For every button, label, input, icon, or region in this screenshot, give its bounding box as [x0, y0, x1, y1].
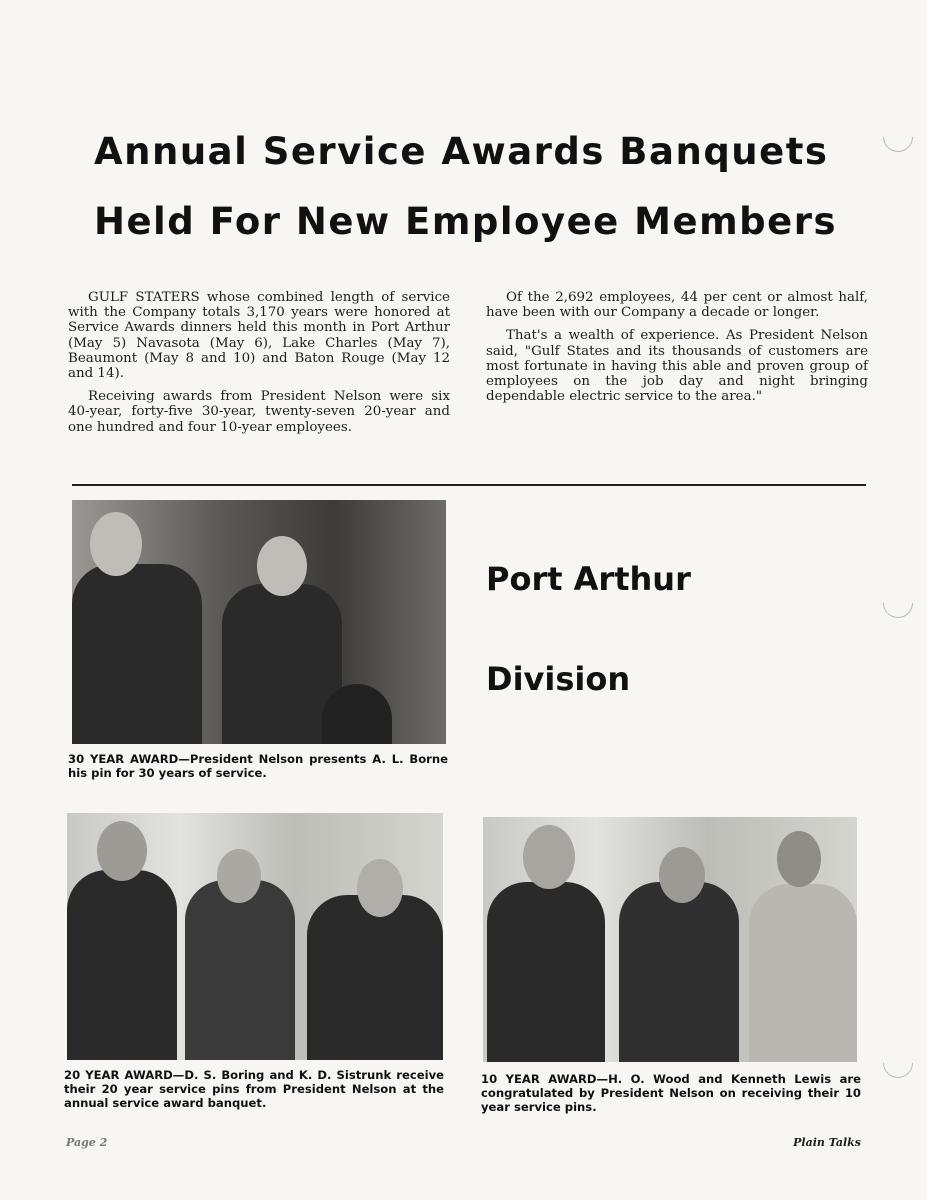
binder-hole: [877, 116, 919, 158]
binder-hole: [877, 582, 919, 624]
publication-name: Plain Talks: [793, 1136, 861, 1149]
caption-10-year-award: 10 YEAR AWARD—H. O. Wood and Kenneth Lewis are congratulated by President Nelson on receiving their 10 year service pins.: [481, 1072, 861, 1114]
page-number: Page 2: [66, 1136, 108, 1149]
intro-left-column: [68, 290, 450, 443]
caption-30-year-award: 30 YEAR AWARD—President Nelson presents A. L. Borne his pin for 30 years of service.: [68, 752, 448, 780]
photo-10-year-award: [483, 817, 857, 1062]
photo-30-year-award: [72, 500, 446, 744]
paragraph: Receiving awards from President Nelson were six 40-year, forty-five 30-year, twenty-seven 20-year and one hundred and four 10-year employees.: [68, 389, 450, 435]
division-title-line-2: Division: [486, 660, 631, 698]
divider: [72, 484, 866, 486]
headline-line-2: Held For New Employee Members: [94, 200, 837, 243]
division-title-line-1: Port Arthur: [486, 560, 691, 598]
caption-20-year-award: 20 YEAR AWARD—D. S. Boring and K. D. Sistrunk receive their 20 year service pins from President Nelson at the annual service award banquet.: [64, 1068, 444, 1110]
paragraph: That's a wealth of experience. As President Nelson said, "Gulf States and its thousands of customers are most fortunate in having this able and proven group of employees on the job day and night bringing dependable electric service to the area.": [486, 328, 868, 405]
paragraph: GULF STATERS whose combined length of service with the Company totals 3,170 years were honored at Service Awards dinners held this month in Port Arthur (May 5) Navasota (May 6), Lake Charles (May 7), Beaumont (May 8 and 10) and Baton Rouge (May 12 and 14).: [68, 290, 450, 382]
paragraph: Of the 2,692 employees, 44 per cent or almost half, have been with our Company a decade or longer.: [486, 290, 868, 321]
binder-hole: [877, 1042, 919, 1084]
intro-right-column: [486, 290, 868, 412]
photo-20-year-award: [67, 813, 443, 1060]
headline-line-1: Annual Service Awards Banquets: [94, 130, 829, 173]
